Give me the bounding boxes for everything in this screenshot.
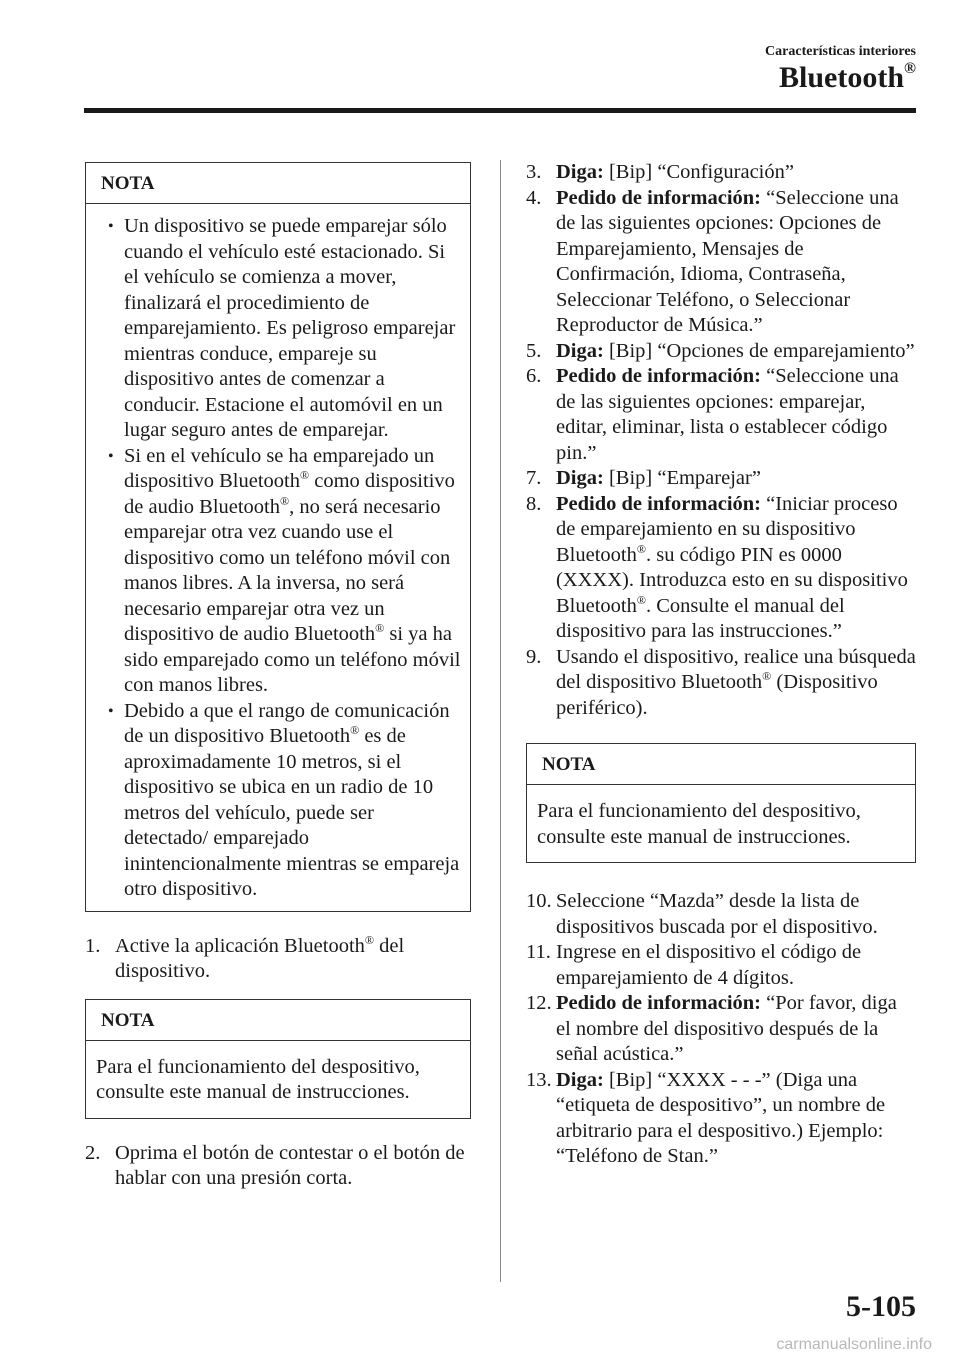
header-rule (84, 108, 916, 113)
note-bullet-1: • Un dispositivo se puede emparejar sólo cuando el vehículo esté estacionado. Si el vehículo se comienza a mover, finalizará el procedimiento de emparejamiento. Es peligroso emparejar mientras conduce, empareje su dispositivo antes de comenzar a conducir. Estacione el automóvil en un lugar seguro antes de emparejar. (94, 214, 462, 444)
step-1: 1. Active la aplicación Bluetooth® del dispositivo. (85, 932, 405, 982)
page-title (779, 60, 916, 95)
note-box-1 (85, 162, 471, 912)
step-2: 2. Oprima el botón de contestar o el botón de hablar con una presión corta. (85, 1141, 465, 1189)
note-box-3 (526, 743, 916, 863)
note-label: NOTA (527, 744, 915, 785)
left-column (85, 162, 471, 1192)
step-8: 8. Pedido de información: “Iniciar proceso de emparejamiento en su dispositivo Bluetooth®. su código PIN es 0000 (XXXX). Introduzca esto en su dispositivo Bluetooth®. Consulte el manual del dispositivo para las instrucciones.” (526, 492, 908, 642)
header-section: Características interiores (765, 44, 916, 59)
step-11: 11. Ingrese en el dispositivo el código de emparejamiento de 4 dígitos. (526, 941, 862, 989)
note-box-2 (85, 999, 471, 1119)
step-13: 13. Diga: [Bip] “XXXX - - -” (Diga una “etiqueta de despositivo”, un nombre de arbitrario para el despositivo.) Ejemplo: “Teléfono de Stan.” (526, 1068, 886, 1167)
step-6: 6. Pedido de información: “Seleccione una de las siguientes opciones: emparejar, editar, eliminar, lista o establecer código pin.” (526, 365, 899, 464)
step-7: 7. Diga: [Bip] “Emparejar” (526, 467, 761, 489)
note-bullet-2: • Si en el vehículo se ha emparejado un dispositivo Bluetooth® como dispositivo de audio Bluetooth®, no será necesario emparejar otra vez cuando use el dispositivo como un teléfono móvil con manos libres. A la inversa, no será necesario emparejar otra vez un dispositivo de audio Bluetooth® si ya ha sido emparejado como un teléfono móvil con manos libres. (94, 444, 462, 699)
note-label: NOTA (86, 163, 470, 204)
note-body (86, 204, 470, 911)
step-10: 10. Seleccione “Mazda” desde la lista de dispositivos buscada por el dispositivo. (526, 890, 878, 938)
step-9: 9. Usando el dispositivo, realice una búsqueda del dispositivo Bluetooth® (Dispositivo periférico). (526, 645, 916, 719)
note-bullet-3: • Debido a que el rango de comunicación de un dispositivo Bluetooth® es de aproximadamente 10 metros, si el dispositivo se ubica en un radio de 10 metros del vehículo, puede ser detectado/ emparejado inintencionalmente mientras se empareja otro dispositivo. (94, 699, 462, 903)
step-5: 5. Diga: [Bip] “Opciones de emparejamiento” (526, 339, 915, 362)
page-title-text: Bluetooth (779, 61, 905, 94)
step-3: 3. Diga: [Bip] “Configuración” (526, 161, 794, 183)
page-number: 5-105 (846, 1290, 916, 1323)
note-label: NOTA (86, 1000, 470, 1041)
step-4: 4. Pedido de información: “Seleccione una de las siguientes opciones: Opciones de Emparejamiento, Mensajes de Confirmación, Idioma, Contraseña, Seleccionar Teléfono, o Seleccionar Reproductor de Música.” (526, 186, 899, 336)
right-column (526, 160, 916, 1170)
note-body: Para el funcionamiento del despositivo, consulte este manual de instrucciones. (96, 1055, 420, 1103)
watermark: carmanualsonline.info (776, 1336, 932, 1353)
column-separator (500, 160, 501, 1282)
title-reg-mark: ® (904, 60, 916, 77)
step-12: 12. Pedido de información: “Por favor, diga el nombre del dispositivo después de la señal acústica.” (526, 992, 897, 1065)
note-body: Para el funcionamiento del despositivo, consulte este manual de instrucciones. (537, 800, 861, 848)
